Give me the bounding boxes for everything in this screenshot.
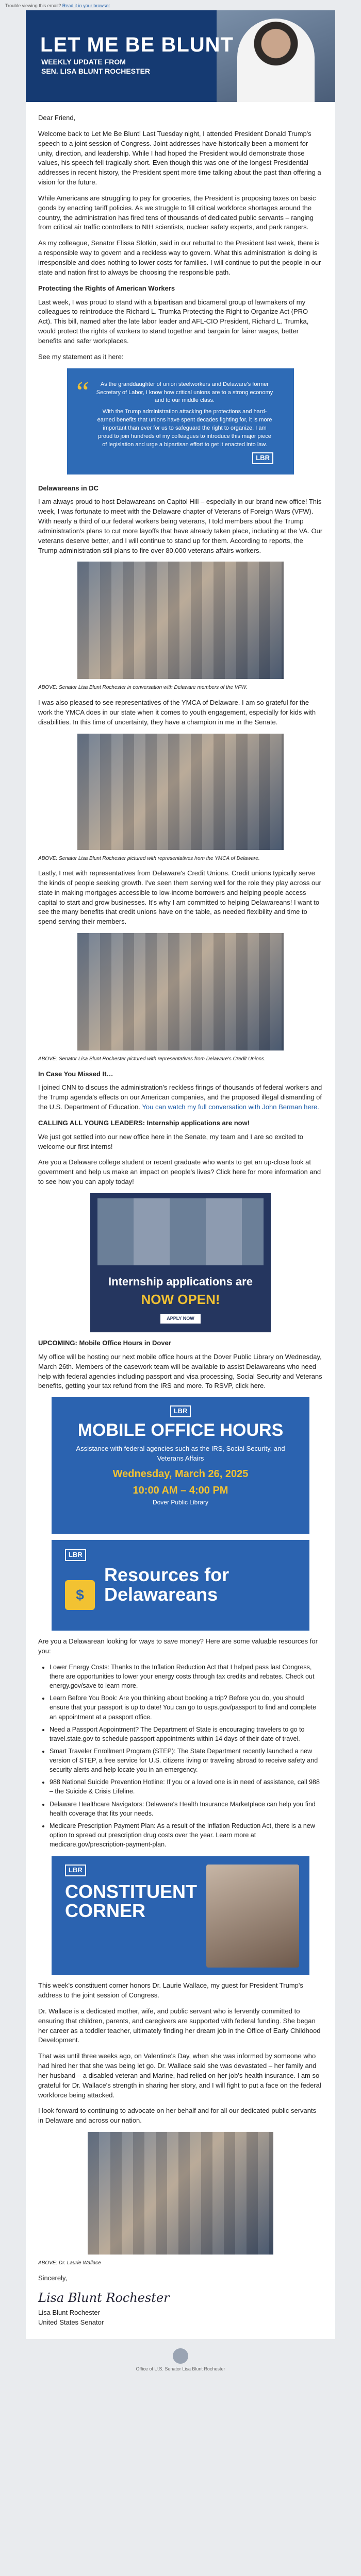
intern-photo-strip — [97, 1198, 264, 1265]
internship-banner-line-1: Internship applications are — [108, 1275, 253, 1288]
icymi-text: I joined CNN to discuss the administration's reckless firings of thousands of federal workers and the Trump agenda's effects on our American companies, and the proposed illegal dismantling of the U.S. Department of Education. — [38, 1083, 322, 1111]
corner-paragraph-4: I look forward to continuing to advocate on her behalf and for all our dedicated public servants in Delaware and across our nation. — [38, 2107, 317, 2125]
closing-name: Lisa Blunt Rochester — [38, 2309, 100, 2317]
mobile-hours-heading: UPCOMING: Mobile Office Hours in Dover — [38, 1339, 171, 1347]
credit-union-caption: ABOVE: Senator Lisa Blunt Rochester pictured with representatives from Delaware's Credit Unions. — [38, 1056, 266, 1062]
dc-heading: Delawareans in DC — [38, 484, 99, 492]
corner-paragraph-3: That was until three weeks ago, on Valentine's Day, when she was informed by someone who had hired her that she was being let go. Dr. Wallace said she was devastated – her family and her husband – a disabled veteran and Marine, had relied on her job's health insurance. I am so grateful for Dr. Wallace's strength in sharing her story, and I will fight to put a face on the federal workforce being attacked. — [38, 2052, 321, 2099]
quote-line-2: With the Trump administration attacking the protections and hard-earned benefits that unions have spent decades fighting for, it is more important than ever for us to safeguard the right to organize. I am proud to join hundreds of my colleagues to introduce this major piece of legislation and urge a bipartisan effort to get it enacted into law. — [97, 409, 272, 448]
internship-paragraph-2: Are you a Delaware college student or recent graduate who wants to get an up-close look at government and help us make an impact on people's lives? Click here for more information and to see how you can apply today! — [38, 1158, 321, 1186]
resources-intro: Are you a Delawarean looking for ways to save money? Here are some valuable resources for you: — [38, 1637, 318, 1655]
list-item: • Learn Before You Book: Are you thinking about booking a trip? Before you do, you should ensure that your passport is up to date! You can go to usps.gov/passport to find and complete an appointment at a passport office. — [50, 1693, 323, 1721]
mobile-banner-time: 10:00 AM – 4:00 PM — [133, 1485, 228, 1497]
constituent-photo — [206, 1865, 299, 1968]
dollar-icon: $ — [65, 1580, 95, 1610]
lbr-logo: LBR — [65, 1549, 86, 1561]
senate-seal-icon — [173, 2348, 188, 2364]
topbar-text: Trouble viewing this email? — [5, 3, 61, 8]
footer — [0, 2339, 361, 2371]
quote-line-1: As the granddaughter of union steelworkers and Delaware's former Secretary of Labor, I know how critical unions are to a strong economy and to our middle class. — [96, 381, 273, 404]
greeting: Dear Friend, — [38, 114, 76, 122]
ymca-caption: ABOVE: Senator Lisa Blunt Rochester pictured with representatives from the YMCA of Delaware. — [38, 855, 260, 861]
vfw-photo — [77, 562, 284, 679]
corner-paragraph-2: Dr. Wallace is a dedicated mother, wife, and public servant who is fervently committed to ensuring that children, parents, and caregivers are supported with federal funding. She began her career as a toddler teacher, ultimately finding her dream job in the Office of Early Childhood Development. — [38, 2007, 321, 2044]
ymca-photo — [77, 734, 284, 850]
list-item: • Lower Energy Costs: Thanks to the Inflation Reduction Act that I helped pass last Congress, there are opportunities to lower your energy costs through tax credits and rebates. Check out energy.gov/save to learn more. — [50, 1663, 323, 1690]
icymi-heading: In Case You Missed It… — [38, 1070, 113, 1078]
footer-text: Office of U.S. Senator Lisa Blunt Rochester — [136, 2366, 225, 2371]
internship-heading: CALLING ALL YOUNG LEADERS: Internship applications are now! — [38, 1118, 250, 1127]
mobile-banner-location: Dover Public Library — [152, 1499, 209, 1506]
internship-paragraph-1: We just got settled into our new office here in the Senate, my team and I are so excited to welcome our first interns! — [38, 1132, 304, 1150]
subtitle-line-2: SEN. LISA BLUNT ROCHESTER — [41, 66, 151, 75]
pro-act-heading: Protecting the Rights of American Workers — [38, 284, 175, 292]
mobile-banner-title: MOBILE OFFICE HOURS — [77, 1420, 284, 1440]
apply-now-button[interactable]: APPLY NOW — [160, 1314, 201, 1324]
browser-link[interactable]: Read it in your browser — [62, 3, 110, 8]
lbr-logo: LBR — [65, 1865, 86, 1876]
signature: Lisa Blunt Rochester — [38, 2291, 170, 2306]
main-content — [26, 102, 335, 2339]
internship-banner[interactable] — [90, 1193, 271, 1332]
header-title: LET ME BE BLUNT — [40, 33, 234, 56]
dc-paragraph-2: I was also pleased to see representatives of the YMCA of Delaware. I am so grateful for the work the YMCA does in our state when it comes to youth engagement, especially for kids with disabilities. In this time of uncertainty, they have a champion in me in the Senate. — [38, 698, 316, 726]
header-banner — [26, 10, 335, 102]
intro-paragraph-4: Last week, I was proud to stand with a bipartisan and bicameral group of lawmakers of my colleagues to reintroduce the Richard L. Trumka Protecting the Right to Organize Act (PRO Act). This bill, named after the late labor leader and AFL-CIO President, Richard L. Trumka, would protect the rights of workers to stand together and bargain for fairer wages, better benefits and safer workplaces. — [38, 298, 309, 345]
resources-banner-title: Resources for Delawareans — [104, 1564, 229, 1605]
resources-list — [50, 1663, 323, 1849]
list-item: • Delaware Healthcare Navigators: Delaware's Health Insurance Marketplace can help you find health coverage that fits your needs. — [50, 1800, 323, 1818]
intro-paragraph-5: See my statement as it here: — [38, 352, 124, 361]
lbr-logo: LBR — [170, 1405, 191, 1417]
dc-paragraph-1: I am always proud to host Delawareans on Capitol Hill – especially in our brand new office! This week, I was fortunate to meet with the Delaware chapter of Veterans of Foreign Wars (VFW). With nearly a third of our federal workers being veterans, I told members about the Trump administration's plans to cut more layoffs that have already taken place, including at the VA. Our veterans deserve better, and I will continue to stand up for them. According to reports, the Trump administration still plans to fire over 80,000 veterans affairs workers. — [38, 498, 323, 554]
constituent-corner-banner — [52, 1856, 309, 1975]
mobile-hours-banner — [52, 1397, 309, 1534]
cnn-interview-link[interactable]: You can watch my full conversation with John Berman here. — [142, 1103, 319, 1111]
dr-wallace-caption: ABOVE: Dr. Laurie Wallace — [38, 2260, 101, 2266]
list-item: • Smart Traveler Enrollment Program (STEP): The State Department recently launched a new version of STEP, a free service for U.S. citizens living or traveling abroad to receive safety and security alerts and help locate you in an emergency. — [50, 1747, 323, 1774]
closing-text: Sincerely, — [38, 2274, 68, 2282]
quote-mark-icon: “ — [76, 376, 89, 408]
top-bar — [0, 0, 361, 10]
email-body — [26, 10, 335, 2339]
credit-union-photo — [77, 933, 284, 1050]
list-item: • Medicare Prescription Payment Plan: As a result of the Inflation Reduction Act, there is a new option to spread out prescription drug costs over the year. Learn more at medicare.gov/prescription-payment-plan. — [50, 1821, 323, 1849]
intro-paragraph-3: As my colleague, Senator Elissa Slotkin, said in our rebuttal to the President last week, there is a responsible way to govern and a reckless way to govern. What this administration is doing is irresponsible and does nothing to lower costs for families. I will continue to put the people in our state and nation first to always be choosing the responsible path. — [38, 239, 321, 276]
intro-paragraph-1: Welcome back to Let Me Be Blunt! Last Tuesday night, I attended President Donald Trump's speech to a joint session of Congress. Joint addresses have historically been a moment for unity, direction, and leadership. While I had hoped the President would demonstrate those values, his speech fell tragically short. Even though this was one of the longest Presidential addresses in recent history, the President spent more time talking about the past than offering a vision for the future. — [38, 129, 321, 187]
mobile-hours-paragraph: My office will be hosting our next mobile office hours at the Dover Public Library on Wednesday, March 26th. Members of the casework team will be available to assist Delawareans who need help with federal agencies including passport and visa processing, Social Security and Veterans benefits, getting your tax refund from the IRS and more. To RSVP, click here. — [38, 1352, 322, 1390]
mobile-banner-date: Wednesday, March 26, 2025 — [112, 1468, 249, 1480]
corner-paragraph-1: This week's constituent corner honors Dr. Laurie Wallace, my guest for President Trump's address to the joint session of Congress. — [38, 1981, 303, 1999]
list-item: • Need a Passport Appointment? The Department of State is encouraging travelers to go to travel.state.gov to schedule passport appointments within 14 days of their date of travel. — [50, 1725, 323, 1743]
mobile-banner-subtitle: Assistance with federal agencies such as the IRS, Social Security, and Veterans Affairs — [76, 1444, 285, 1462]
dr-wallace-photo — [88, 2132, 273, 2255]
header-subtitle — [41, 58, 150, 76]
closing-title: United States Senator — [38, 2318, 104, 2327]
lbr-logo: LBR — [252, 452, 273, 464]
senator-photo — [237, 19, 315, 102]
resources-banner — [52, 1540, 309, 1631]
dc-paragraph-3: Lastly, I met with representatives from Delaware's Credit Unions. Credit unions typically serve the kinds of people seeking growth. I've seen them serving well for the role they play across our state in making mortgages accessible to low-income borrowers and helping people access capital to start and grow businesses. It's why I am committed to helping Delawareans! I want to see the many benefits that credit unions have on the table, as needed flexibility and time to spend serving their members. — [38, 869, 321, 926]
subtitle-line-1: WEEKLY UPDATE FROM — [41, 58, 126, 66]
constituent-corner-title: CONSTITUENT CORNER — [65, 1881, 197, 1921]
intro-paragraph-2: While Americans are struggling to pay for groceries, the President is proposing taxes on basic goods by enacting tariff policies. As we struggle to fill critical workforce shortages around the country, the administration has fired tens of thousands of dedicated public servants – ranging from critical air traffic controllers to NIH scientists, nuclear safety experts, and park rangers. — [38, 194, 316, 231]
quote-graphic — [67, 368, 294, 474]
list-item: • 988 National Suicide Prevention Hotline: If you or a loved one is in need of assistance, call 988 – the Suicide & Crisis Lifeline. — [50, 1777, 323, 1796]
vfw-caption: ABOVE: Senator Lisa Blunt Rochester in conversation with Delaware members of the VFW. — [38, 685, 248, 691]
icymi-paragraph — [38, 1083, 323, 1112]
internship-banner-line-2: NOW OPEN! — [141, 1291, 220, 1307]
